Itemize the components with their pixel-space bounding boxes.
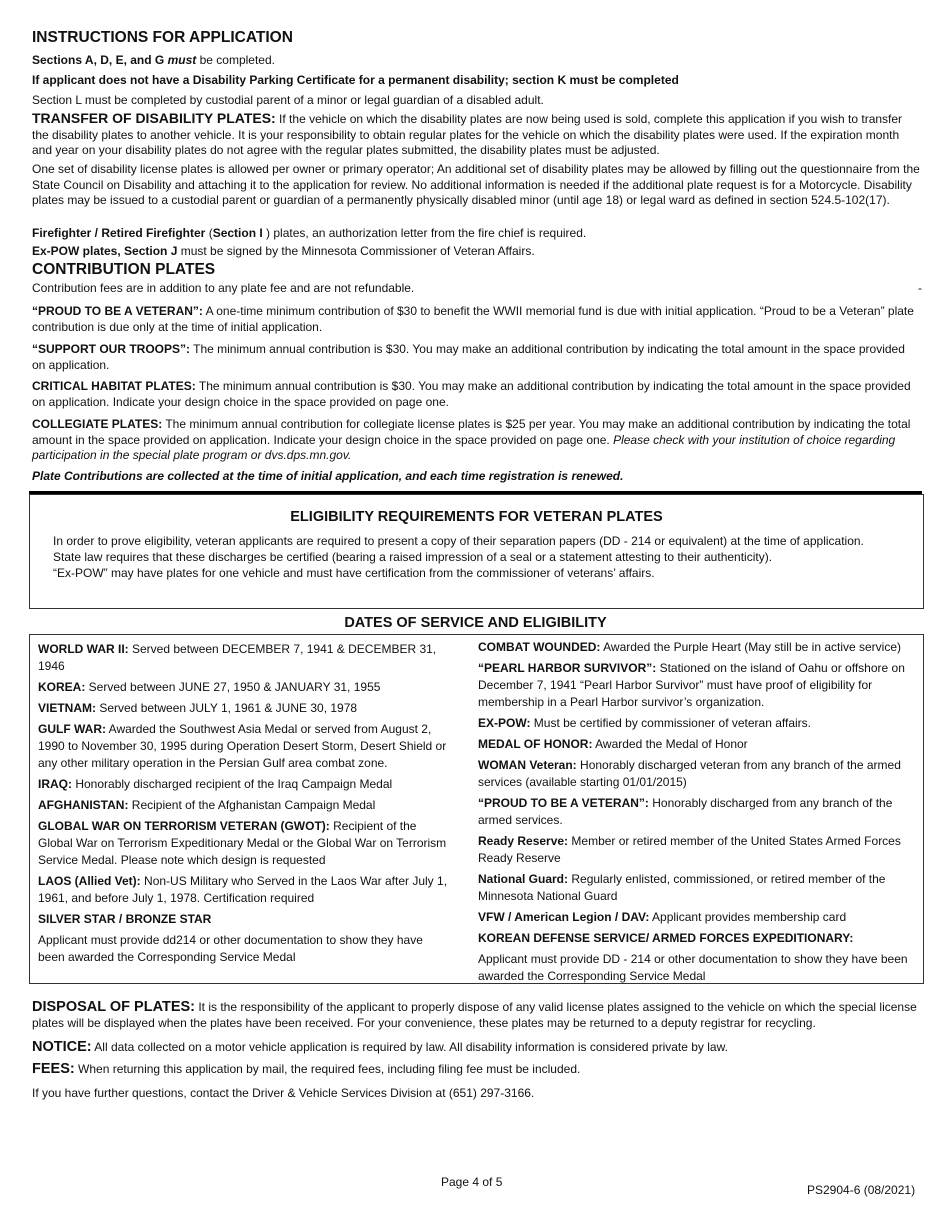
contribution-title: CONTRIBUTION PLATES xyxy=(32,261,216,278)
service-entry: IRAQ: Honorably discharged recipient of the Iraq Campaign Medal xyxy=(38,777,393,791)
no-certificate-note: If applicant does not have a Disability Parking Certificate for a permanent disability; section K must be completed xyxy=(32,73,679,87)
service-entry: EX-POW: Must be certified by commissioner of veteran affairs. xyxy=(478,716,812,730)
service-entry: MEDAL OF HONOR: Awarded the Medal of Honor xyxy=(478,737,748,751)
instructions-title: INSTRUCTIONS FOR APPLICATION xyxy=(32,29,293,46)
contact-note: If you have further questions, contact the Driver & Vehicle Services Division at (651) 297-3166. xyxy=(32,1086,535,1100)
service-entry: “PEARL HARBOR SURVIVOR”: Stationed on the island of Oahu or offshore on December 7, 1941 “Pearl Harbor Survivor” must have proof of eligibility for membership in a Pearl Harbor survivor’s organization. xyxy=(478,661,905,709)
service-entry: KOREAN DEFENSE SERVICE/ ARMED FORCES EXPEDITIONARY: xyxy=(478,931,854,945)
service-entry: “PROUD TO BE A VETERAN”: Honorably discharged from any branch of the armed services. xyxy=(478,796,893,827)
service-entry: GULF WAR: Awarded the Southwest Asia Medal or served from August 2, 1990 to November 30, 1995 during Operation Desert Storm, Desert Shield or any other military operation in the Persian Gulf area combat zone. xyxy=(38,722,447,770)
service-entry: National Guard: Regularly enlisted, commissioned, or retired member of the Minnesota National Guard xyxy=(478,872,886,903)
service-entry: Ready Reserve: Member or retired member of the United States Armed Forces Ready Reserve xyxy=(478,834,901,865)
service-entry: KOREA: Served between JUNE 27, 1950 & JANUARY 31, 1955 xyxy=(38,680,381,694)
dates-box xyxy=(29,634,924,984)
one-set-paragraph: One set of disability license plates is allowed per owner or primary operator; An additional set of disability plates may be allowed by filling out the questionnaire from the State Council on Disability and attaching it to the application for review. No additional information is needed if the additional plate request is for a Motorcycle. Disability plates may be issued to a custodial parent or guardian of a permanently physically disabled minor (until age 18) or legal ward as defined in section 524.5-102(17). xyxy=(32,162,920,207)
collected-note: Plate Contributions are collected at the time of initial application, and each time registration is renewed. xyxy=(32,469,624,483)
expow-note: Ex-POW plates, Section J must be signed by the Minnesota Commissioner of Veteran Affairs. xyxy=(32,244,535,258)
page-number: Page 4 of 5 xyxy=(441,1175,503,1189)
troops-paragraph: “SUPPORT OUR TROOPS”: The minimum annual contribution is $30. You may make an additional contribution by indicating the total amount in the space provided on application. xyxy=(32,342,905,372)
contribution-intro: Contribution fees are in addition to any plate fee and are not refundable. xyxy=(32,281,415,295)
dates-left-column xyxy=(38,641,448,970)
firefighter-note: Firefighter / Retired Firefighter (Section I ) plates, an authorization letter from the fire chief is required. xyxy=(32,226,587,240)
transfer-paragraph: TRANSFER OF DISABILITY PLATES: If the vehicle on which the disability plates are now being used is sold, complete this application if you wish to transfer the disability plates to another vehicle. It is your responsibility to obtain regular plates for the vehicle on which the disability plates were used. If the expiration month and year on your disability plates do not agree with the regular plates submitted, the disability plates must be adjusted. xyxy=(32,110,903,157)
service-entry: COMBAT WOUNDED: Awarded the Purple Heart (May still be in active service) xyxy=(478,640,902,654)
stray-dash: - xyxy=(918,281,922,295)
dates-title: DATES OF SERVICE AND ELIGIBILITY xyxy=(344,615,607,631)
collegiate-paragraph: COLLEGIATE PLATES: The minimum annual contribution for collegiate license plates is $25 per year. You may make an additional contribution by indicating the total amount in the space provided on application. Indicate your design choice in the space provided on page one. Please check with your institution of choice regarding participation in the special plate program or dvs.dps.mn.gov. xyxy=(32,417,911,462)
service-entry: AFGHANISTAN: Recipient of the Afghanistan Campaign Medal xyxy=(38,798,376,812)
dates-right-column xyxy=(478,639,920,989)
service-entry: VFW / American Legion / DAV: Applicant provides membership card xyxy=(478,910,847,924)
sections-required: Sections A, D, E, and G must be completed. xyxy=(32,53,275,67)
fees-paragraph: FEES: When returning this application by mail, the required fees, including filing fee must be included. xyxy=(32,1061,581,1077)
service-entry: Applicant must provide DD - 214 or other documentation to show they have been awarded the Corresponding Service Medal xyxy=(478,952,908,983)
service-entry: GLOBAL WAR ON TERRORISM VETERAN (GWOT): Recipient of the Global War on Terrorism Expeditionary Medal or the Global War on Terrorism Service Medal. Please note which design is requested xyxy=(38,819,447,867)
habitat-paragraph: CRITICAL HABITAT PLATES: The minimum annual contribution is $30. You may make an additional contribution by indicating the total amount in the space provided on application. Indicate your design choice in the space provided on page one. xyxy=(32,379,911,409)
disposal-paragraph: DISPOSAL OF PLATES: It is the responsibility of the applicant to properly dispose of any valid license plates assigned to the vehicle on which the special license plates will be displayed when the plates have been received. For your convenience, these plates may be returned to a deputy registrar for recycling. xyxy=(32,999,917,1030)
notice-paragraph: NOTICE: All data collected on a motor vehicle application is required by law. All disability information is considered private by law. xyxy=(32,1039,728,1055)
service-entry: WORLD WAR II: Served between DECEMBER 7, 1941 & DECEMBER 31, 1946 xyxy=(38,642,437,673)
eligibility-text: In order to prove eligibility, veteran applicants are required to present a copy of their separation papers (DD - 214 or equivalent) at the time of application. State law requires that these discharges be certified (bearing a raised impression of a seal or a statement attesting to their authenticity). “Ex-POW” may have plates for one vehicle and must have certification from the commissioner of veterans’ affairs. xyxy=(53,534,864,580)
service-entry: LAOS (Allied Vet): Non-US Military who Served in the Laos War after July 1, 1961, and before July 1, 1978. Certification required xyxy=(38,874,448,905)
service-entry: Applicant must provide dd214 or other documentation to show they have been awarded the Corresponding Service Medal xyxy=(38,933,423,964)
proud-paragraph: “PROUD TO BE A VETERAN”: A one-time minimum contribution of $30 to benefit the WWII memorial fund is due with initial application. “Proud to be a Veteran” plate contribution is due only at the time of initial application. xyxy=(32,304,914,334)
eligibility-title: ELIGIBILITY REQUIREMENTS FOR VETERAN PLATES xyxy=(290,509,663,525)
service-entry: SILVER STAR / BRONZE STAR xyxy=(38,912,212,926)
form-number: PS2904-6 (08/2021) xyxy=(807,1183,916,1197)
section-l-note: Section L must be completed by custodial parent of a minor or legal guardian of a disabled adult. xyxy=(32,93,544,107)
eligibility-box xyxy=(29,494,924,609)
service-entry: VIETNAM: Served between JULY 1, 1961 & JUNE 30, 1978 xyxy=(38,701,358,715)
service-entry: WOMAN Veteran: Honorably discharged veteran from any branch of the armed services (available starting 01/01/2015) xyxy=(478,758,901,789)
